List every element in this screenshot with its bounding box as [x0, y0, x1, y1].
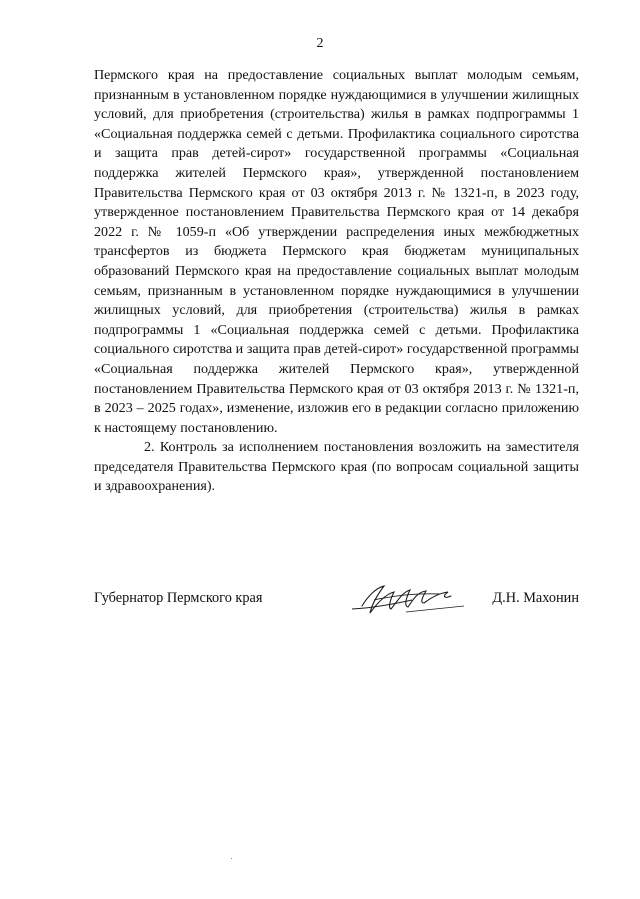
signer-title: Губернатор Пермского края [94, 590, 263, 606]
scan-speck [231, 858, 232, 859]
handwritten-signature [348, 582, 468, 618]
signer-name: Д.Н. Махонин [492, 590, 579, 606]
signature-block [94, 582, 579, 622]
paragraph-continuation: Пермского края на предоставление социальных выплат молодым семьям, признанным в установленном порядке нуждающимися в улучшении жилищных условий, для приобретения (строительства) жилья в рамках подпрограммы 1 «Социальная поддержка семей с детьми. Профилактика социального сиротства и защита прав детей-сирот» государственной программы «Социальная поддержка жителей Пермского края», утвержденной постановлением Правительства Пермского края от 03 октября 2013 г. № 1321-п, в 2023 году, утвержденное постановлением Правительства Пермского края от 14 декабря 2022 г. № 1059-п «Об утверждении распределения иных межбюджетных трансфертов из бюджета Пермского края бюджетам муниципальных образований Пермского края на предоставление социальных выплат молодым семьям, признанным в установленном порядке нуждающимися в улучшении жилищных условий, для приобретения (строительства) жилья в рамках подпрограммы 1 «Социальная поддержка семей с детьми. Профилактика социального сиротства и защита прав детей-сирот» государственной программы «Социальная поддержка жителей Пермского края», утвержденной постановлением Правительства Пермского края от 03 октября 2013 г. № 1321-п, в 2023 – 2025 годах», изменение, изложив его в редакции согласно приложению к настоящему постановлению. [94, 67, 579, 436]
paragraph-item-2: 2. Контроль за исполнением постановления возложить на заместителя председателя Правительства Пермского края (по вопросам социальной защиты и здравоохранения). [94, 439, 579, 495]
page-number: 2 [316, 36, 324, 51]
document-body [94, 66, 579, 497]
